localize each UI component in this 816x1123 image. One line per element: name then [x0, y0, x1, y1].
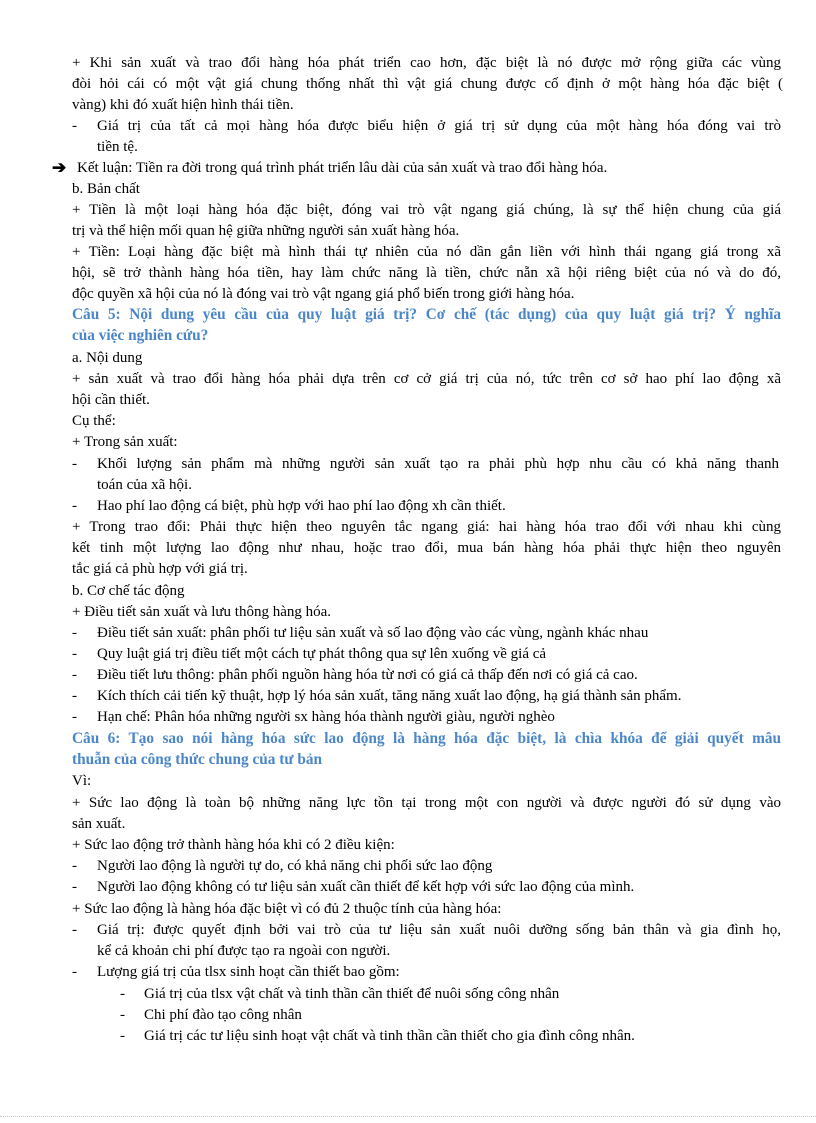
paragraph-line: + Sức lao động trở thành hàng hóa khi có 2 điều kiện:	[72, 837, 395, 853]
bullet-line: Điều tiết lưu thông: phân phối nguồn hàng hóa từ nơi có giá cả thấp đến nơi có giá cả cao.	[97, 667, 638, 683]
paragraph-line: + Trong trao đổi: Phải thực hiện theo nguyên tắc ngang giá: hai hàng hóa trao đổi với nhau khi cùng	[72, 519, 781, 535]
paragraph-line: vàng) khi đó xuất hiện hình thái tiền.	[72, 97, 294, 113]
question-heading: Câu 5: Nội dung yêu cầu của quy luật giá trị? Cơ chế (tác dụng) của quy luật giá trị? Ý nghĩa	[72, 306, 781, 323]
bullet-line: toán của xã hội.	[97, 477, 192, 493]
paragraph-line: hội cần thiết.	[72, 392, 150, 408]
conclusion-line: Kết luận: Tiền ra đời trong quá trình phát triển lâu dài của sản xuất và trao đổi hàng hóa.	[77, 160, 608, 176]
arrow-icon: ➔	[52, 158, 67, 177]
page-bottom-divider	[0, 1116, 816, 1117]
paragraph-line: độc quyền xã hội của nó là đóng vai trò vật ngang giá phổ biến trong giới hàng hóa.	[72, 286, 575, 302]
bullet-line: Khối lượng sản phẩm mà những người sản xuất tạo ra phải phù hợp nhu cầu có khả năng thanh	[97, 456, 779, 472]
question-heading: thuẫn của công thức chung của tư bản	[72, 751, 322, 768]
bullet-line: Giá trị: được quyết định bởi vai trò của tư liệu sản xuất nuôi dưỡng sống bản thân và gia đình họ,	[97, 922, 781, 938]
paragraph-line: Vì:	[72, 773, 92, 789]
bullet-line: Lượng giá trị của tlsx sinh hoạt cần thiết bao gồm:	[97, 964, 400, 980]
subsection-heading: b. Bản chất	[72, 181, 140, 197]
bullet-dash: -	[72, 688, 77, 704]
sub-bullet-line: Giá trị các tư liệu sinh hoạt vật chất và tinh thần cần thiết cho gia đình công nhân.	[144, 1028, 635, 1044]
paragraph-line: + Trong sản xuất:	[72, 434, 178, 450]
sub-bullet-dash: -	[120, 1007, 125, 1023]
bullet-dash: -	[72, 709, 77, 725]
paragraph-line: kết tinh một lượng lao động như nhau, hoặc trao đổi, mua bán hàng hóa phải thực hiện theo nguyên	[72, 540, 781, 556]
bullet-dash: -	[72, 922, 77, 938]
bullet-line: Hao phí lao động cá biệt, phù hợp với hao phí lao động xh cần thiết.	[97, 498, 506, 514]
subsection-heading: b. Cơ chế tác động	[72, 583, 185, 599]
paragraph-line: đòi hỏi cái có một vật giá chung thống nhất thì vật giá chung được cố định ở một hàng hóa đặc biệt (	[72, 76, 783, 92]
paragraph-line: hội, sẽ trở thành hàng hóa tiền, hay làm chức năng là tiền, chức nẵn xã hội riêng biệt của nó và do đó,	[72, 265, 781, 281]
bullet-dash: -	[72, 646, 77, 662]
paragraph-line: + Sức lao động là toàn bộ những năng lực tồn tại trong một con người và được người đó sử dụng vào	[72, 795, 781, 811]
paragraph-line: sản xuất.	[72, 816, 126, 832]
bullet-dash: -	[72, 456, 77, 472]
sub-bullet-line: Chi phí đào tạo công nhân	[144, 1007, 302, 1023]
bullet-line: Điều tiết sản xuất: phân phối tư liệu sản xuất và số lao động vào các vùng, ngành khác nhau	[97, 625, 649, 641]
paragraph-line: + sản xuất và trao đổi hàng hóa phải dựa trên cơ cở giá trị của nó, tức trên cơ sở hao phí lao động xã	[72, 371, 781, 387]
paragraph-line: + Khi sản xuất và trao đổi hàng hóa phát triển cao hơn, đặc biệt là nó được mở rộng giữa các vùng	[72, 55, 781, 71]
subsection-heading: a. Nội dung	[72, 350, 143, 366]
bullet-line: kể cả khoản chi phí được tạo ra ngoài con người.	[97, 943, 391, 959]
paragraph-line: Cụ thể:	[72, 413, 116, 429]
paragraph-line: + Sức lao động là hàng hóa đặc biệt vì có đủ 2 thuộc tính của hàng hóa:	[72, 901, 502, 917]
paragraph-line: + Tiền là một loại hàng hóa đặc biệt, đóng vai trò vật ngang giá chúng, là sự thể hiện chung của giá	[72, 202, 781, 218]
bullet-line: Kích thích cải tiến kỹ thuật, hợp lý hóa sản xuất, tăng năng xuất lao động, hạ giá thành sản phẩm.	[97, 688, 682, 704]
paragraph-line: + Tiền: Loại hàng đặc biệt mà hình thái tự nhiên của nó dần gắn liền với hình thái ngang giá trong xã	[72, 244, 781, 260]
bullet-dash: -	[72, 879, 77, 895]
bullet-dash: -	[72, 625, 77, 641]
question-heading: của việc nghiên cứu?	[72, 327, 209, 344]
bullet-line: Giá trị của tất cả mọi hàng hóa được biểu hiện ở giá trị sử dụng của một hàng hóa đóng vai trò	[97, 118, 781, 134]
bullet-dash: -	[72, 667, 77, 683]
bullet-dash: -	[72, 858, 77, 874]
bullet-line: Hạn chế: Phân hóa những người sx hàng hóa thành người giàu, người nghèo	[97, 709, 555, 725]
paragraph-line: tắc giá cả phù hợp với giá trị.	[72, 561, 248, 577]
bullet-dash: -	[72, 498, 77, 514]
bullet-line: tiền tệ.	[97, 139, 138, 155]
sub-bullet-dash: -	[120, 986, 125, 1002]
bullet-dash: -	[72, 964, 77, 980]
bullet-line: Quy luật giá trị điều tiết một cách tự phát thông qua sự lên xuống về giá cả	[97, 646, 547, 662]
bullet-line: Người lao động không có tư liệu sản xuất cần thiết để kết hợp với sức lao động của mình.	[97, 879, 635, 895]
bullet-dash: -	[72, 118, 77, 134]
sub-bullet-dash: -	[120, 1028, 125, 1044]
bullet-line: Người lao động là người tự do, có khả năng chi phối sức lao động	[97, 858, 493, 874]
question-heading: Câu 6: Tạo sao nói hàng hóa sức lao động là hàng hóa đặc biệt, là chìa khóa để giải quyết mâu	[72, 730, 781, 747]
paragraph-line: + Điều tiết sản xuất và lưu thông hàng hóa.	[72, 604, 332, 620]
paragraph-line: trị và thể hiện mối quan hệ giữa những người sản xuất hàng hóa.	[72, 223, 460, 239]
sub-bullet-line: Giá trị của tlsx vật chất và tinh thần cần thiết để nuôi sống công nhân	[144, 986, 560, 1002]
